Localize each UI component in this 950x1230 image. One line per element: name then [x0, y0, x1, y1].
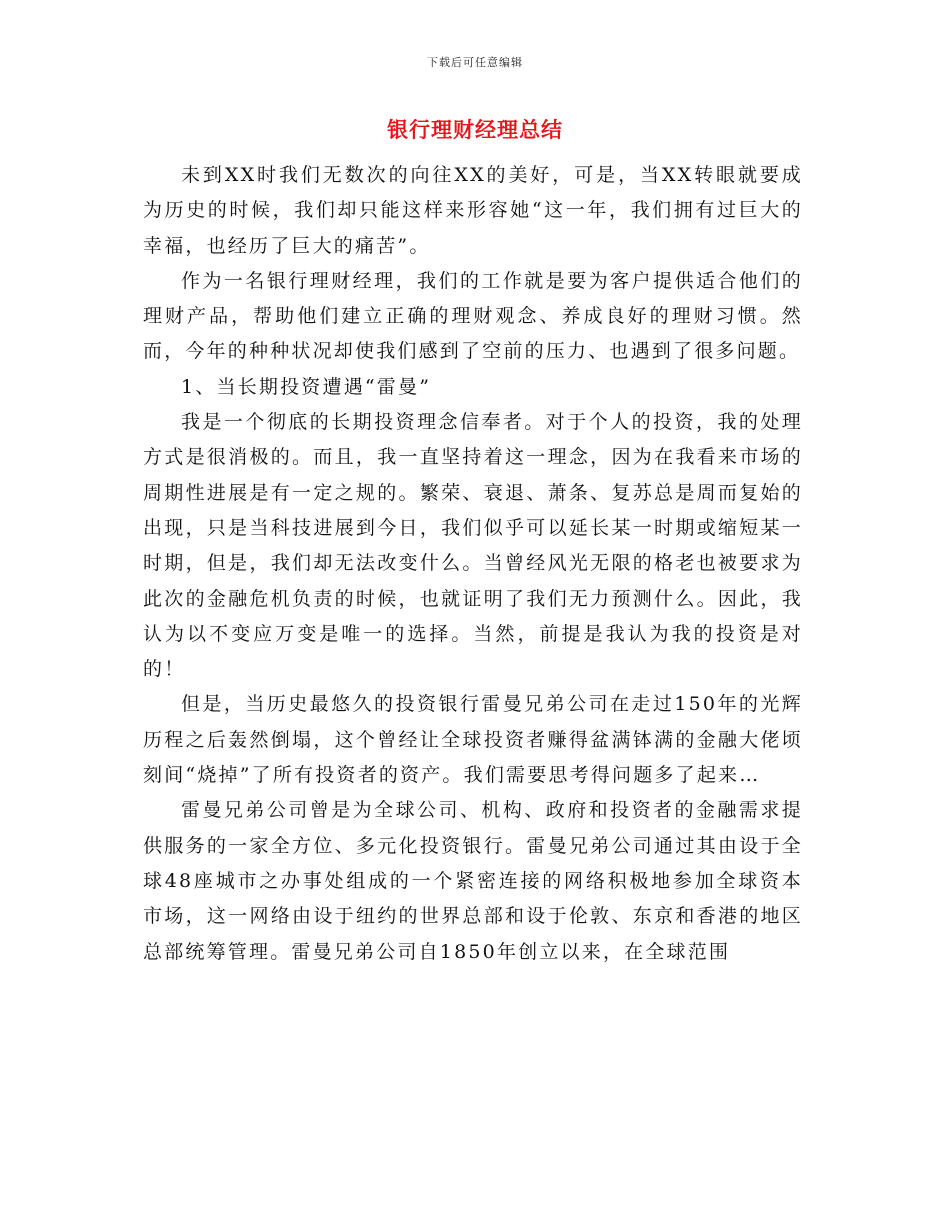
paragraph-lehman-collapse: 但是，当历史最悠久的投资银行雷曼兄弟公司在走过150年的光辉历程之后轰然倒塌，这个曾经让全球投资者赚得盆满钵满的金融大佬顷刻间“烧掉”了所有投资者的资产。我们需要思考得问题多了起来…: [143, 693, 803, 787]
page-header-note: 下载后可任意编辑: [427, 56, 523, 69]
document-body: [143, 158, 803, 970]
document-title: 银行理财经理总结: [387, 117, 563, 142]
paragraph-role: 作为一名银行理财经理，我们的工作就是要为客户提供适合他们的理财产品，帮助他们建立正确的理财观念、养成良好的理财习惯。然而，今年的种种状况却使我们感到了空前的压力、也遇到了很多问题。: [143, 269, 803, 363]
section-heading-1: 1、当长期投资遭遇“雷曼”: [181, 375, 432, 398]
paragraph-intro: 未到XX时我们无数次的向往XX的美好，可是，当XX转眼就要成为历史的时候，我们却只能这样来形容她“这一年，我们拥有过巨大的幸福，也经历了巨大的痛苦”。: [143, 164, 803, 257]
paragraph-lehman-profile: 雷曼兄弟公司曾是为全球公司、机构、政府和投资者的金融需求提供服务的一家全方位、多元化投资银行。雷曼兄弟公司通过其由设于全球48座城市之办事处组成的一个紧密连接的网络积极地参加全球资本市场，这一网络由设于纽约的世界总部和设于伦敦、东京和香港的地区总部统筹管理。雷曼兄弟公司自1850年创立以来，在全球范围: [143, 799, 803, 963]
paragraph-long-term-investing: 我是一个彻底的长期投资理念信奉者。对于个人的投资，我的处理方式是很消极的。而且，我一直坚持着这一理念，因为在我看来市场的周期性进展是有一定之规的。繁荣、衰退、萧条、复苏总是周而复始的出现，只是当科技进展到今日，我们似乎可以延长某一时期或缩短某一时期，但是，我们却无法改变什么。当曾经风光无限的格老也被要求为此次的金融危机负责的时候，也就证明了我们无力预测什么。因此，我认为以不变应万变是唯一的选择。当然，前提是我认为我的投资是对的！: [143, 411, 803, 681]
